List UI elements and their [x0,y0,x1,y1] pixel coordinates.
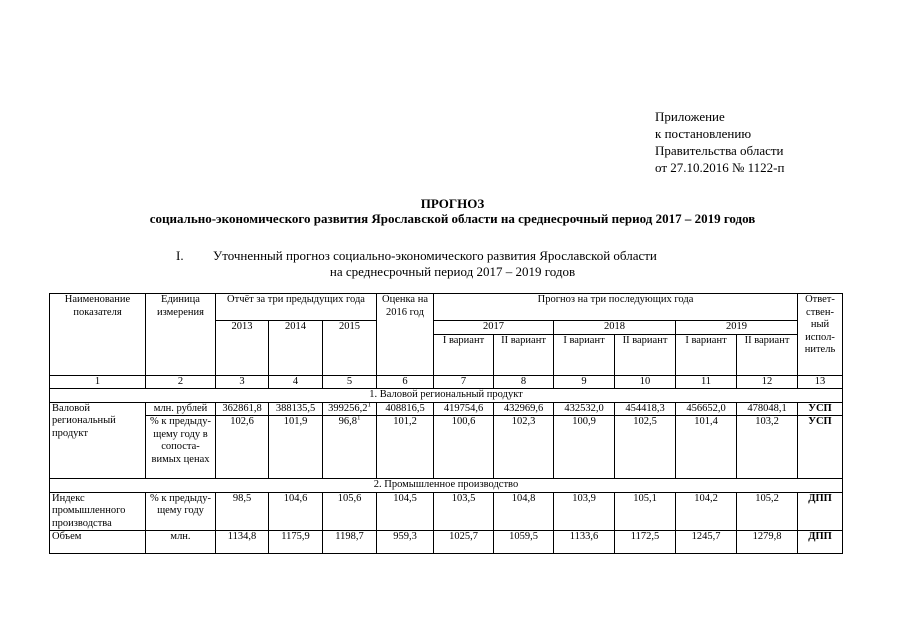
value-cell: 102,6 [216,416,269,479]
header-row [50,294,843,321]
header-year: 2013 [216,321,269,376]
indicator-name: Индекс промышленного производства [50,492,146,531]
header-variant: II вариант [615,334,676,375]
forecast-table [49,293,843,554]
value-cell: 105,2 [737,492,798,531]
value-cell: 1245,7 [676,531,737,554]
value-text: 96,8 [338,416,357,427]
header-year: 2015 [323,321,377,376]
responsible-cell: ДПП [798,531,843,554]
unit-cell: млн. [146,531,216,554]
value-cell: 105,1 [615,492,676,531]
appendix-block [655,108,784,176]
document-subtitle: социально-экономического развития Ярославской области на среднесрочный период 2017 – 2019 годов [149,211,756,226]
section-label: 2. Промышленное производство [50,479,843,493]
value-cell: 1134,8 [216,531,269,554]
value-cell: 104,2 [676,492,737,531]
value-cell: 104,5 [377,492,434,531]
header-variant: II вариант [494,334,554,375]
header-forecast: Прогноз на три последующих года [434,294,798,321]
header-responsible: Ответ-ствен-ный испол-нитель [798,294,843,376]
indicator-name: Валовой региональный продукт [50,402,146,479]
value-cell: 102,3 [494,416,554,479]
section-label: 1. Валовой региональный продукт [50,389,843,403]
unit-cell: % к предыду-щему году [146,492,216,531]
value-cell: 1198,7 [323,531,377,554]
value-cell: 1175,9 [269,531,323,554]
value-cell: 456652,0 [676,402,737,416]
section-row [50,479,843,493]
value-cell: 101,9 [269,416,323,479]
value-cell: 104,8 [494,492,554,531]
value-cell: 1133,6 [554,531,615,554]
appendix-line: к постановлению [655,126,752,141]
value-cell: 408816,5 [377,402,434,416]
unit-cell: млн. рублей [146,402,216,416]
header-variant: II вариант [737,334,798,375]
document-title: ПРОГНОЗ [420,196,485,211]
column-number: 4 [269,375,323,389]
column-number: 3 [216,375,269,389]
value-cell: 432532,0 [554,402,615,416]
value-cell: 1059,5 [494,531,554,554]
header-forecast-year: 2019 [676,321,798,335]
table-row [50,492,843,531]
section-title-line1: Уточненный прогноз социально-экономического развития Ярославской области [213,248,657,263]
column-number: 9 [554,375,615,389]
header-report: Отчёт за три предыдущих года [216,294,377,321]
value-cell: 478048,1 [737,402,798,416]
value-text: 399256,2 [328,402,368,414]
value-cell: 104,6 [269,492,323,531]
responsible-cell: УСП [798,416,843,479]
column-number-row [50,375,843,389]
header-variant: I вариант [676,334,737,375]
appendix-line: Приложение [655,109,725,124]
value-cell: 103,9 [554,492,615,531]
table-row [50,531,843,554]
value-cell: 103,2 [737,416,798,479]
value-cell [323,416,377,479]
value-cell: 100,9 [554,416,615,479]
header-variant: I вариант [554,334,615,375]
column-number: 6 [377,375,434,389]
header-unit: Единица измерения [146,294,216,376]
column-number: 10 [615,375,676,389]
section-row [50,389,843,403]
value-cell: 102,5 [615,416,676,479]
appendix-line: Правительства области [655,143,784,158]
value-cell: 419754,6 [434,402,494,416]
header-indicator: Наименование показателя [50,294,146,376]
value-cell: 432969,6 [494,402,554,416]
value-cell: 103,5 [434,492,494,531]
header-variant: I вариант [434,334,494,375]
value-cell: 101,4 [676,416,737,479]
footnote-mark: 1 [367,402,371,408]
value-cell: 1025,7 [434,531,494,554]
column-number: 12 [737,375,798,389]
unit-cell: % к предыду-щему году в сопоста-вимых ценах [146,416,216,479]
value-cell: 362861,8 [216,402,269,416]
table-row [50,416,843,479]
value-cell: 959,3 [377,531,434,554]
column-number: 5 [323,375,377,389]
value-cell: 98,5 [216,492,269,531]
column-number: 13 [798,375,843,389]
column-number: 8 [494,375,554,389]
value-cell: 1172,5 [615,531,676,554]
value-cell: 454418,3 [615,402,676,416]
section-title-line2: на среднесрочный период 2017 – 2019 годов [329,264,576,279]
value-cell: 1279,8 [737,531,798,554]
column-number: 2 [146,375,216,389]
page-bottom-mask [0,573,905,640]
value-cell: 100,6 [434,416,494,479]
header-estimate: Оценка на 2016 год [377,294,434,376]
section-number: I. [176,248,184,263]
column-number: 7 [434,375,494,389]
value-cell [323,402,377,416]
value-cell: 105,6 [323,492,377,531]
header-year: 2014 [269,321,323,376]
indicator-name: Объем [50,531,146,554]
footnote-mark: 1 [356,415,361,422]
column-number: 11 [676,375,737,389]
header-forecast-year: 2017 [434,321,554,335]
appendix-line: от 27.10.2016 № 1122-п [655,160,785,175]
value-cell: 101,2 [377,416,434,479]
table-row [50,402,843,416]
column-number: 1 [50,375,146,389]
header-forecast-year: 2018 [554,321,676,335]
responsible-cell: УСП [798,402,843,416]
responsible-cell: ДПП [798,492,843,531]
value-cell: 388135,5 [269,402,323,416]
